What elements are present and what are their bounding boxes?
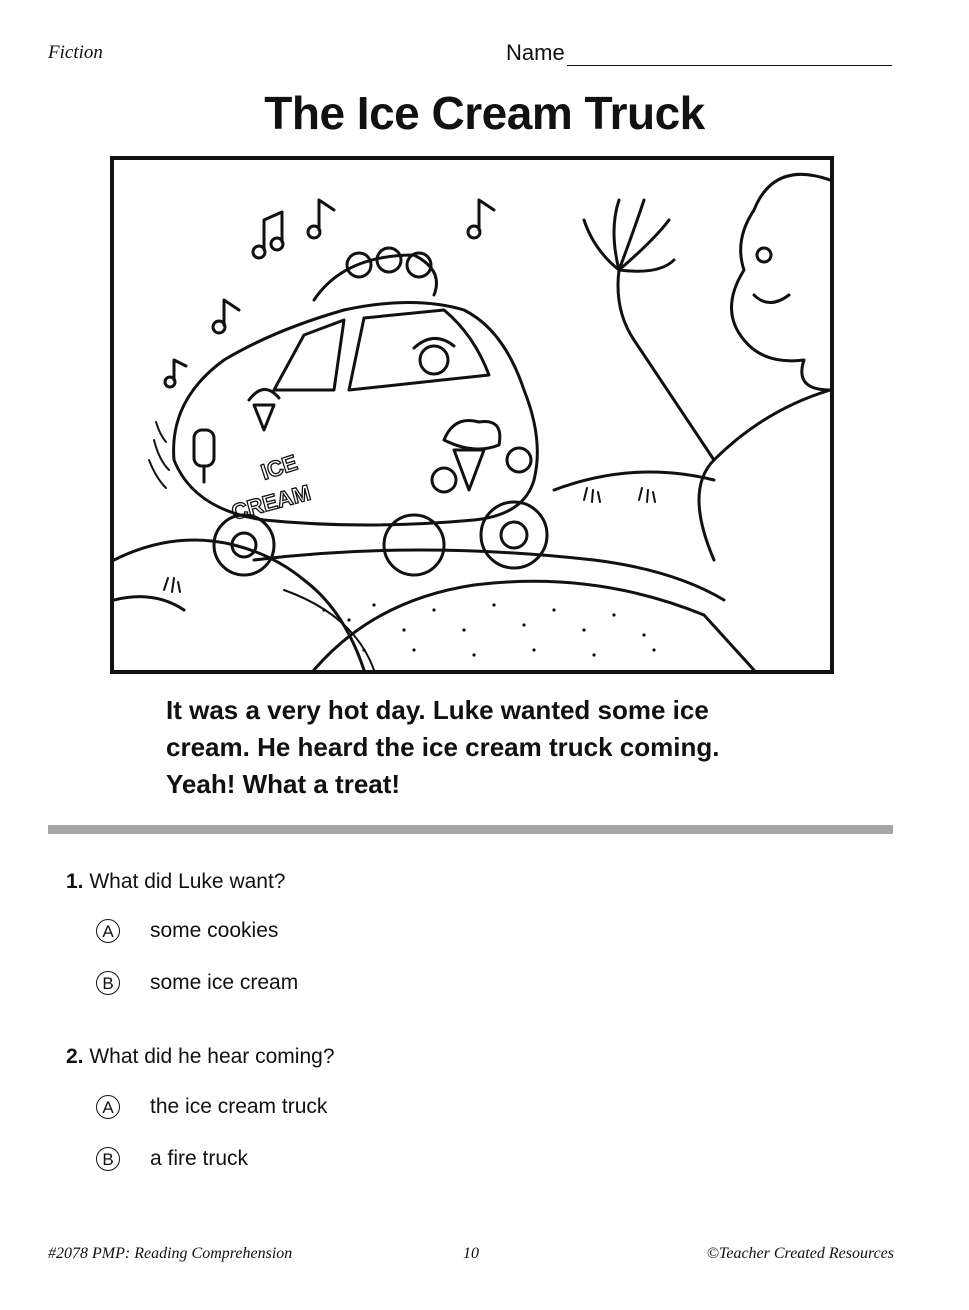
- section-divider: [48, 825, 893, 834]
- footer-publication: #2078 PMP: Reading Comprehension: [48, 1245, 293, 1262]
- answer-bubble-b[interactable]: B: [96, 1147, 120, 1171]
- truck-text-cream: CREAM: [228, 479, 314, 525]
- story-line: It was a very hot day. Luke wanted some ice: [166, 695, 709, 725]
- question-1-option-b[interactable]: [96, 971, 298, 995]
- question-1: [66, 870, 285, 894]
- story-line: Yeah! What a treat!: [166, 769, 401, 799]
- question-text: What did Luke want?: [89, 870, 286, 893]
- answer-bubble-a[interactable]: A: [96, 919, 120, 943]
- question-number: 2.: [66, 1045, 84, 1068]
- footer-page-number: 10: [463, 1245, 479, 1262]
- question-2: [66, 1045, 335, 1069]
- question-2-option-a[interactable]: [96, 1095, 327, 1119]
- option-text: some ice cream: [150, 971, 299, 994]
- option-text: some cookies: [150, 919, 279, 942]
- story-text: [166, 692, 806, 803]
- category-label: Fiction: [48, 42, 103, 63]
- page-title: The Ice Cream Truck: [264, 87, 705, 139]
- footer-copyright: ©Teacher Created Resources: [706, 1245, 894, 1262]
- question-text: What did he hear coming?: [89, 1045, 335, 1068]
- answer-bubble-b[interactable]: B: [96, 971, 120, 995]
- answer-bubble-a[interactable]: A: [96, 1095, 120, 1119]
- ice-cream-truck-drawing: [114, 160, 830, 670]
- story-line: cream. He heard the ice cream truck coming.: [166, 732, 720, 762]
- option-text: a fire truck: [150, 1147, 249, 1170]
- name-blank-line[interactable]: [567, 41, 892, 66]
- question-2-option-b[interactable]: [96, 1147, 248, 1171]
- option-text: the ice cream truck: [150, 1095, 328, 1118]
- name-field[interactable]: [506, 40, 892, 66]
- name-label: Name: [506, 40, 565, 65]
- question-1-option-a[interactable]: [96, 919, 278, 943]
- truck-text-ice: ICE: [257, 449, 301, 485]
- story-illustration: [110, 156, 834, 674]
- question-number: 1.: [66, 870, 84, 893]
